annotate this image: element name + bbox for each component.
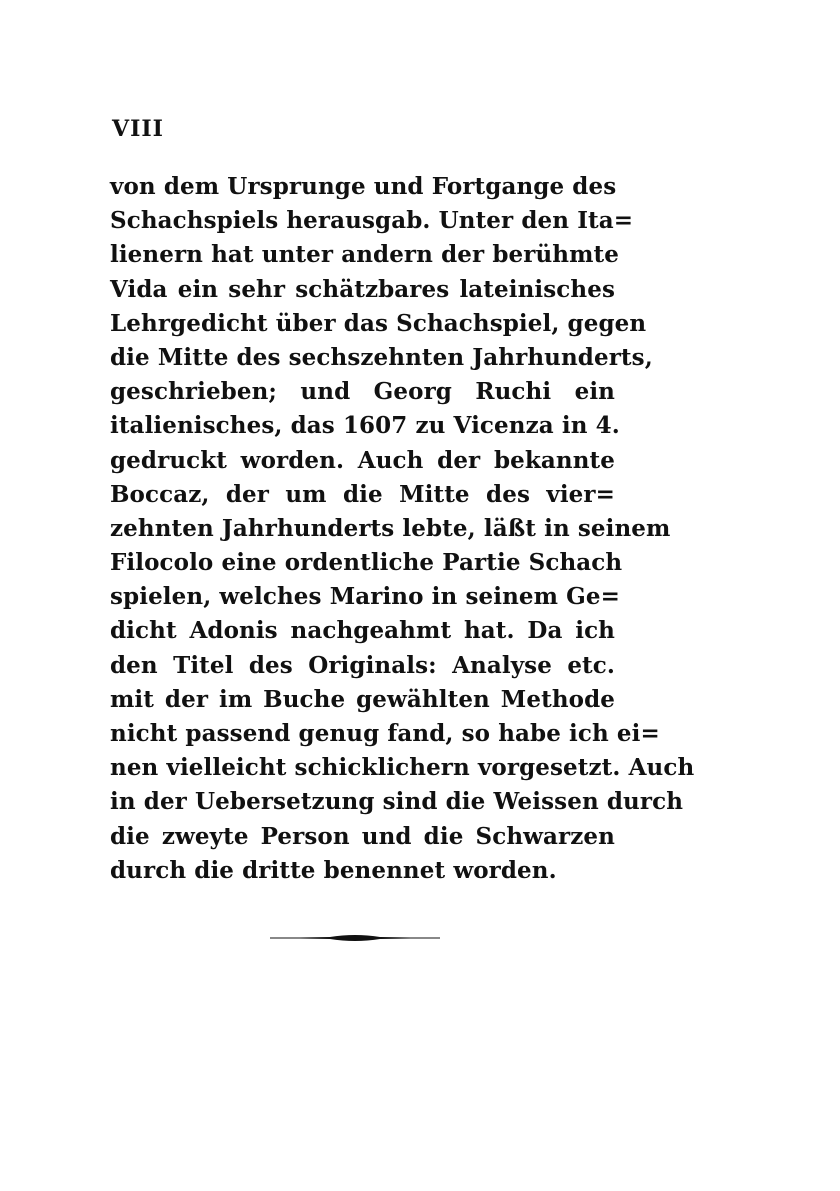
text-line: Schachspiels herausgab. Unter den Ita= [110,207,634,235]
text-line: die zweyte Person und die Schwarzen [110,822,615,850]
text-line: italienisches, das 1607 zu Vicenza in 4. [110,412,620,440]
text-line: zehnten Jahrhunderts lebte, läßt in seinem [110,514,671,542]
body-text [110,170,695,888]
text-line: gedruckt worden. Auch der bekannte [110,446,615,474]
text-line: Vida ein sehr schätzbares lateinisches [110,275,615,303]
text-line: nicht passend genug fand, so habe ich ei= [110,720,660,747]
text-line: durch die dritte benennet worden. [110,856,557,884]
text-line: die Mitte des sechszehnten Jahrhunderts, [110,343,653,371]
text-line: dicht Adonis nachgeahmt hat. Da ich [110,617,615,645]
text-line: Lehrgedicht über das Schachspiel, gegen [110,309,647,337]
text-line: Filocolo eine ordentliche Partie Schach [110,549,623,577]
text-line: von dem Ursprunge und Fortgange des [110,173,617,200]
text-line: Boccaz, der um die Mitte des vier= [110,480,615,508]
text-line: spielen, welches Marino in seinem Ge= [110,583,621,611]
text-line: den Titel des Originals: Analyse etc. [110,651,615,679]
text-line: mit der im Buche gewählten Methode [110,685,615,713]
text-line: lienern hat unter andern der berühmte [110,241,619,269]
ornamental-rule [270,930,440,946]
page-number: VIII [112,116,164,142]
text-line: geschrieben; und Georg Ruchi ein [110,378,615,406]
text-line: in der Uebersetzung sind die Weissen durch [110,788,684,816]
text-line: nen vielleicht schicklichern vorgesetzt. Auch [110,754,695,782]
